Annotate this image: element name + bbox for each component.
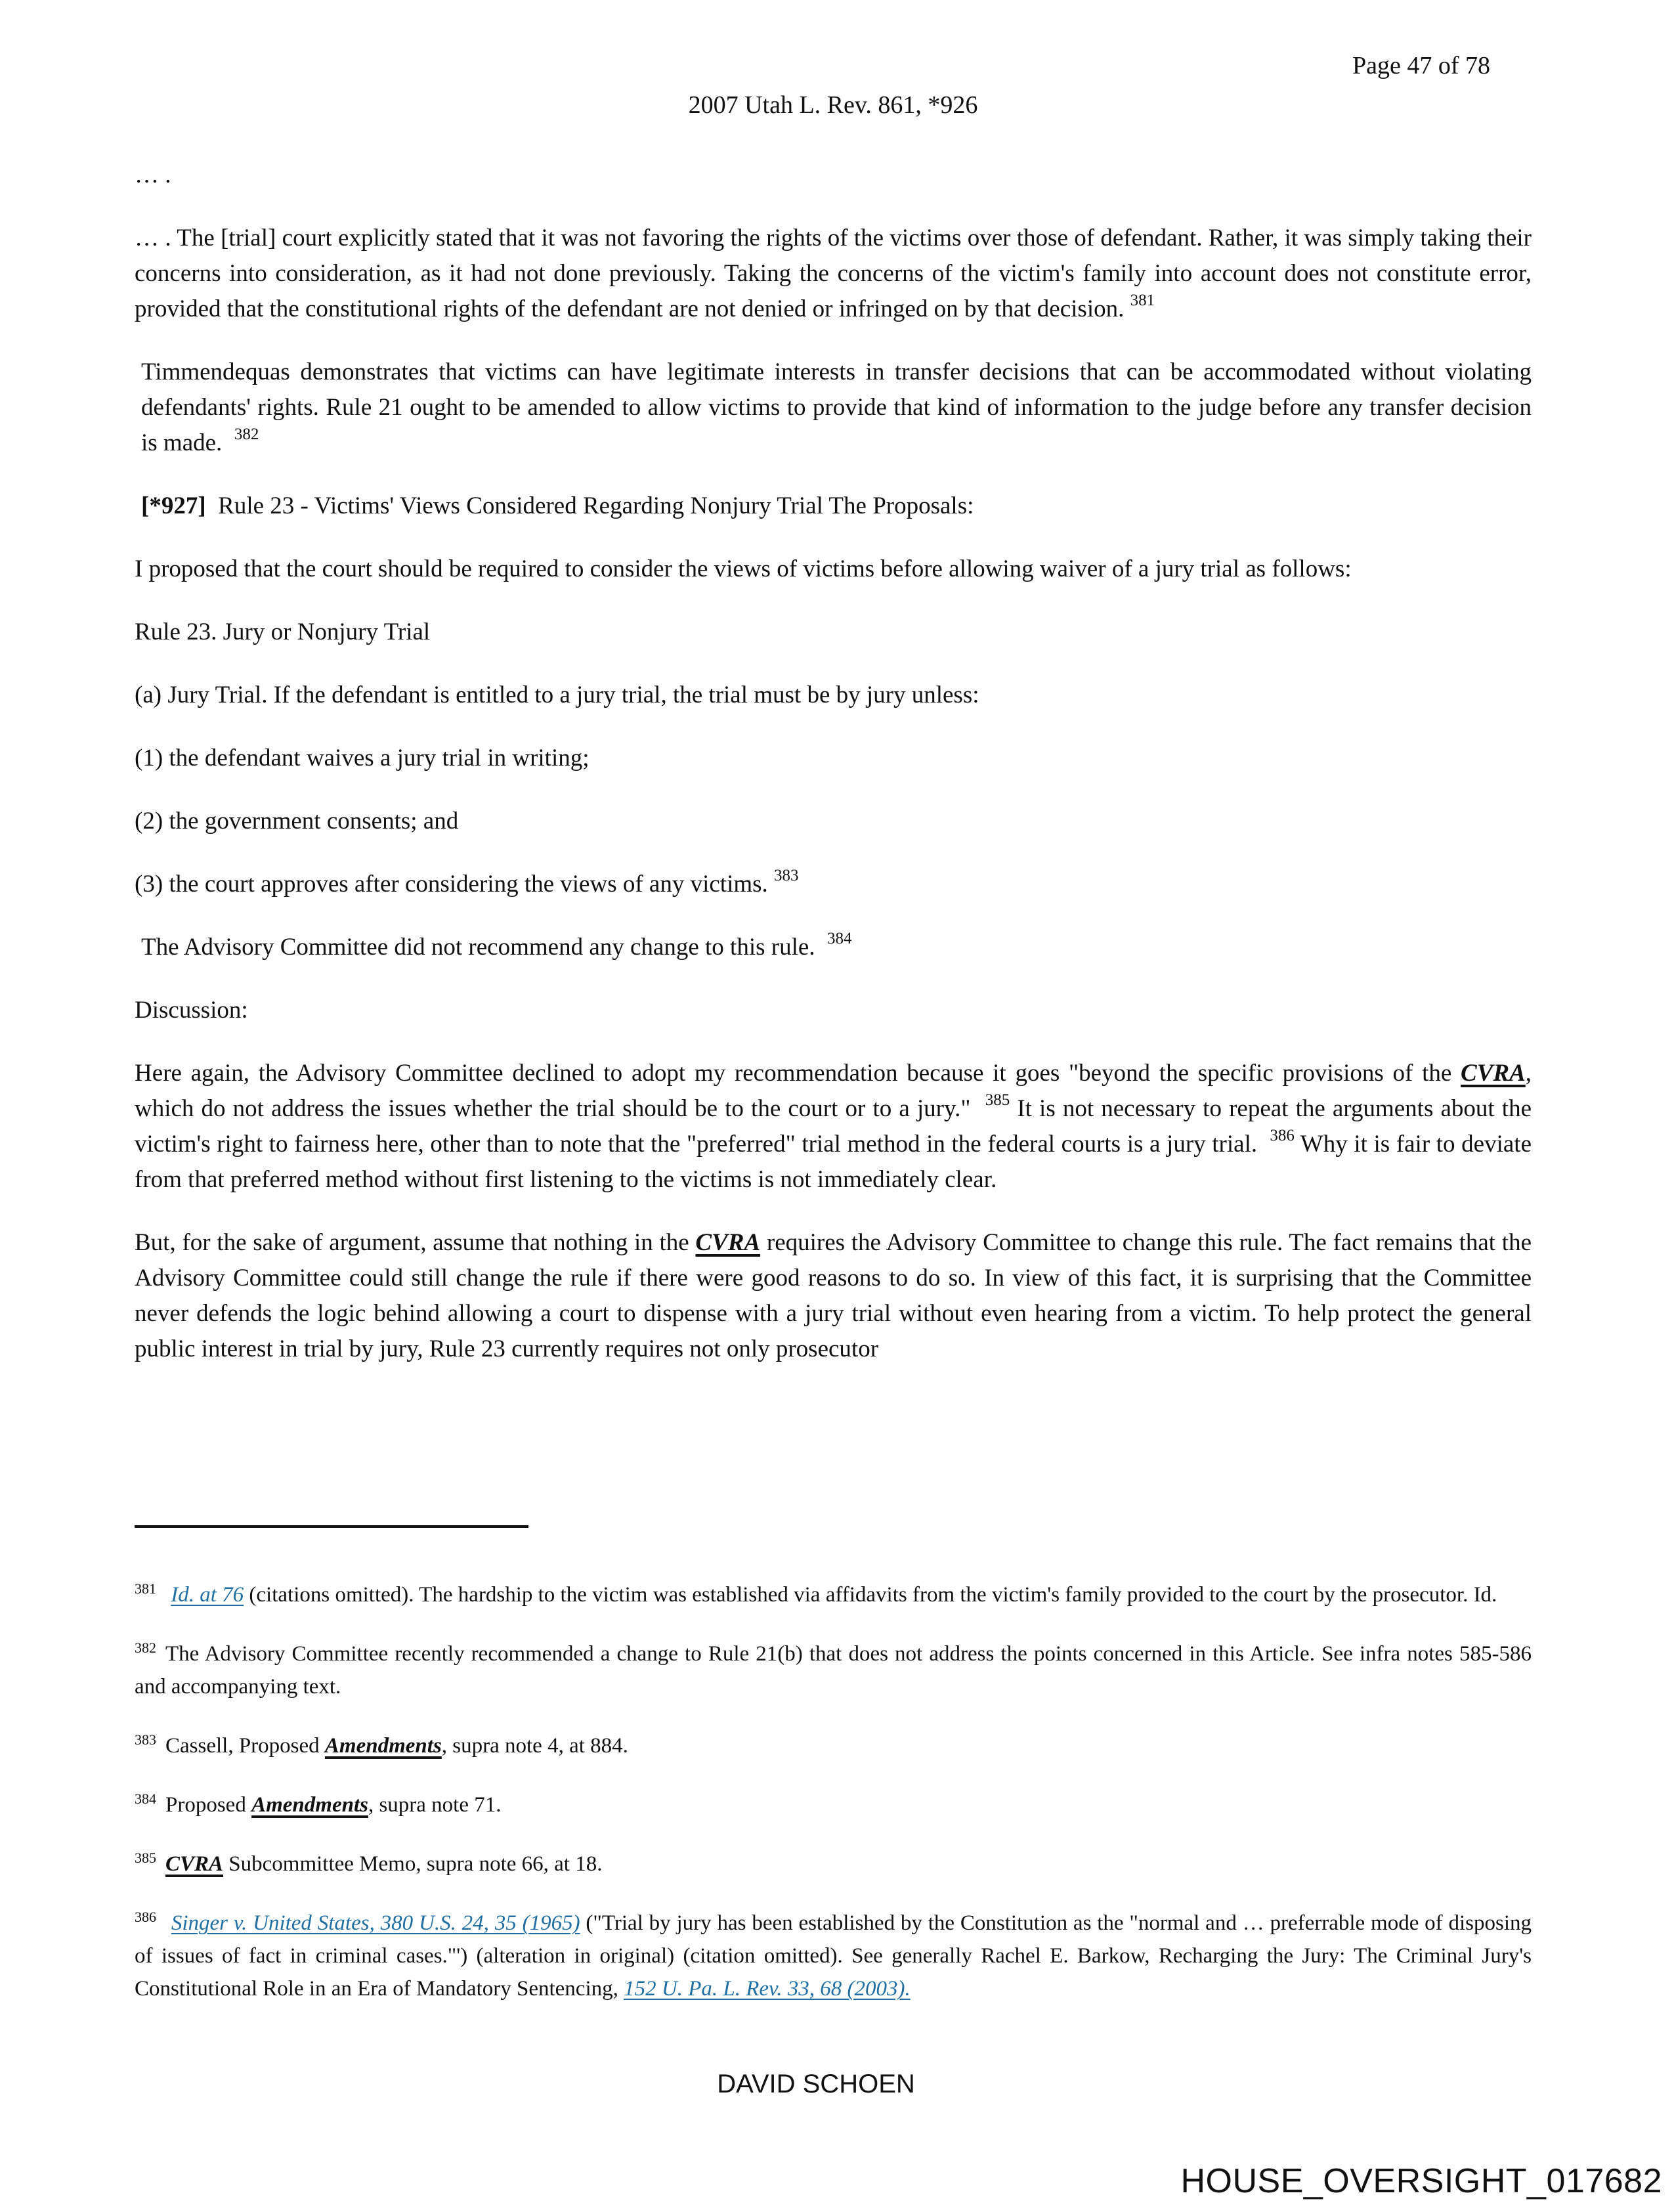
signature (0, 2070, 1674, 2099)
footnote-382 (135, 1637, 1532, 1703)
footnote-text-post: Subcommittee Memo, supra note 66, at 18. (223, 1852, 603, 1876)
quoted-paragraph (135, 221, 1532, 327)
discussion-p1-text-d: Why it is fair to deviate from that preferred method without first listening to the victims is not immediately clear. (135, 1131, 1532, 1193)
star-page-marker: [*927] (141, 492, 206, 519)
ellipsis-line: … . (135, 162, 171, 188)
footnote-ref-383[interactable]: 383 (774, 866, 799, 884)
footnote-number: 386 (135, 1909, 156, 1925)
footnote-text: The Advisory Committee recently recommended a change to Rule 21(b) that does not address the points concerned in this Article. See infra notes 585-586 and accompanying text. (135, 1642, 1532, 1699)
timmendequas-text: Timmendequas demonstrates that victims can have legitimate interests in transfer decisions that can be accommodated without violating defendants' rights. Rule 21 ought to be amended to allow victims to provide that kind of information to the judge before any transfer decision is made. (141, 358, 1532, 456)
footnote-386 (135, 1907, 1532, 2005)
footnote-number: 381 (135, 1580, 156, 1597)
rule-item-2: (2) the government consents; and (135, 808, 459, 835)
footnote-384 (135, 1789, 1532, 1821)
cvra-citation[interactable]: CVRA (695, 1229, 761, 1256)
running-head (0, 91, 1674, 119)
footnote-divider (135, 1525, 528, 1528)
amendments-citation[interactable]: Amendments (251, 1793, 368, 1817)
footnote-text: ("Trial by jury has been established by the Constitution as the "normal and … preferrable mode of disposing of issues of fact in criminal cases."') (alteration in original) (citation omitted). See generally Rachel E. Barkow, Recharging the Jury: The Criminal Jury's Constitutional Role in an Era of Mandatory Sentencing, (135, 1911, 1532, 2001)
timmendequas-paragraph (135, 355, 1532, 461)
rule-subsection-a: (a) Jury Trial. If the defendant is entitled to a jury trial, the trial must be by jury unless: (135, 682, 979, 708)
footnote-number: 384 (135, 1790, 156, 1807)
citation-link[interactable]: Id. at 76 (171, 1583, 244, 1607)
footnote-number: 385 (135, 1850, 156, 1866)
rule-item-3 (135, 867, 1532, 902)
discussion-paragraph-2 (135, 1225, 1532, 1367)
footnote-381 (135, 1578, 1532, 1611)
discussion-p1-text-a: Here again, the Advisory Committee declined to adopt my recommendation because it goes "beyond the specific provisions of the (135, 1060, 1461, 1087)
footnote-ref-386[interactable]: 386 (1270, 1126, 1295, 1144)
quoted-paragraph-text: … . The [trial] court explicitly stated that it was not favoring the rights of the victims over those of defendant. Rather, it was simply taking their concerns into consideration, as it had not done previously. Taking the concerns of the victim's family into account does not constitute error, provided that the constitutional rights of the defendant are not denied or infringed on by that decision. (135, 225, 1532, 322)
committee-note (135, 930, 1532, 965)
footnote-text-pre: Cassell, Proposed (165, 1734, 325, 1758)
footnote-text-pre: Proposed (165, 1793, 252, 1817)
footnotes (135, 1578, 1532, 2031)
amendments-citation[interactable]: Amendments (324, 1734, 442, 1758)
signature-text: DAVID SCHOEN (717, 2070, 915, 2098)
citation-link[interactable]: Singer v. United States, 380 U.S. 24, 35 (1965) (171, 1911, 580, 1935)
footnote-ref-384[interactable]: 384 (827, 929, 852, 947)
bates-number: HOUSE_OVERSIGHT_017682 (1180, 2162, 1662, 2200)
discussion-p1-text-c: It is not necessary to repeat the arguments about the victim's right to fairness here, other than to note that the "preferred" trial method in the federal courts is a jury trial. (135, 1095, 1532, 1158)
footnote-number: 382 (135, 1639, 156, 1656)
main-content (135, 158, 1532, 1395)
footnote-text-post: , supra note 71. (368, 1793, 502, 1817)
discussion-p2-text-a: But, for the sake of argument, assume that nothing in the (135, 1229, 696, 1256)
discussion-label: Discussion: (135, 997, 248, 1024)
citation-link[interactable]: 152 U. Pa. L. Rev. 33, 68 (2003). (624, 1977, 911, 2001)
footnote-number: 383 (135, 1731, 156, 1748)
discussion-p2-text-b: requires the Advisory Committee to change this rule. The fact remains that the Advisory Committee could still change the rule if there were good reasons to do so. In view of this fact, it is surprising that the Committee never defends the logic behind allowing a court to dispense with a jury trial without even hearing from a victim. To help protect the general public interest in trial by jury, Rule 23 currently requires not only prosecutor (135, 1229, 1532, 1362)
committee-note-text: The Advisory Committee did not recommend any change to this rule. (141, 934, 815, 961)
footnote-ref-381[interactable]: 381 (1130, 291, 1155, 309)
rule-title: Rule 23. Jury or Nonjury Trial (135, 618, 431, 645)
rule-item-3-text: (3) the court approves after considering the views of any victims. (135, 871, 768, 898)
rule-item-1: (1) the defendant waives a jury trial in writing; (135, 745, 590, 771)
footnote-385 (135, 1848, 1532, 1880)
cvra-citation[interactable]: CVRA (1461, 1060, 1526, 1087)
footnote-ref-385[interactable]: 385 (985, 1091, 1010, 1109)
cvra-citation[interactable]: CVRA (165, 1852, 224, 1876)
section-heading-text: Rule 23 - Victims' Views Considered Regarding Nonjury Trial The Proposals: (218, 492, 974, 519)
discussion-paragraph-1 (135, 1056, 1532, 1198)
footnote-383 (135, 1729, 1532, 1762)
section-heading (135, 488, 1532, 524)
footnote-ref-382[interactable]: 382 (234, 425, 259, 443)
running-head-text: 2007 Utah L. Rev. 861, *926 (688, 91, 978, 119)
page-number: Page 47 of 78 (1352, 52, 1491, 79)
footnote-text: (citations omitted). The hardship to the victim was established via affidavits from the victim's family provided to the court by the prosecutor. Id. (244, 1583, 1497, 1607)
proposal-intro: I proposed that the court should be required to consider the views of victims before allowing waiver of a jury trial as follows: (135, 555, 1352, 582)
footnote-text-post: , supra note 4, at 884. (441, 1734, 628, 1758)
discussion-p1-text-b: , which do not address the issues whether the trial should be to the court or to a jury." (135, 1060, 1532, 1122)
